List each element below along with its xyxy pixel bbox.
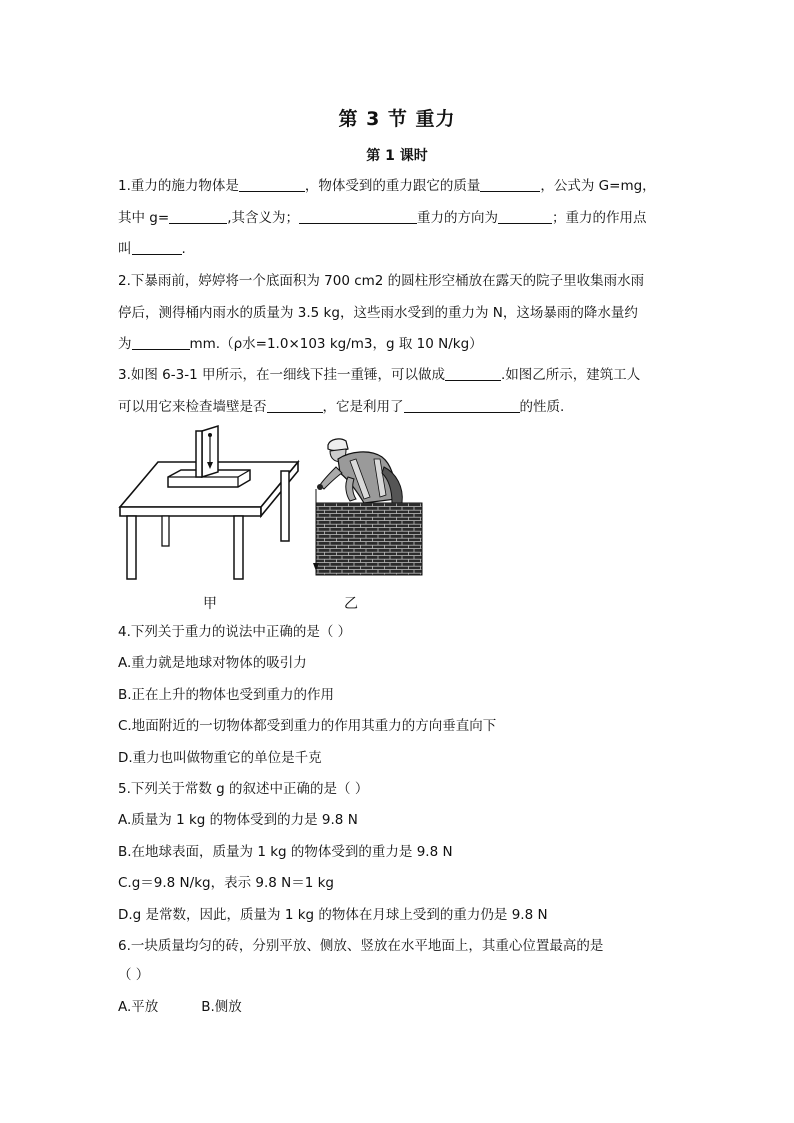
page-title: 第 3 节 重力 — [338, 108, 456, 130]
answer-blank[interactable] — [132, 335, 190, 350]
q6-stem: 6.一块质量均匀的砖，分别平放、侧放、竖放在水平地面上，其重心位置最高的是 — [118, 938, 604, 954]
q2-line-2: 停后，测得桶内雨水的质量为 3.5 kg，这些雨水受到的重力为 N，这场暴雨的降水量约 — [118, 305, 638, 321]
q4-option-d[interactable]: D.重力也叫做物重它的单位是千克 — [118, 750, 322, 766]
answer-blank[interactable] — [404, 398, 520, 413]
lesson-subtitle: 第 1 课时 — [366, 148, 428, 164]
q3-line-1: 3.如图 6-3-1 甲所示，在一细线下挂一重锤，可以做成 .如图乙所示，建筑工人 — [118, 367, 641, 383]
answer-blank[interactable] — [480, 177, 540, 192]
q2-line-1: 2.下暴雨前，婷婷将一个底面积为 700 cm2 的圆柱形空桶放在露天的院子里收集雨水雨 — [118, 273, 645, 289]
answer-blank[interactable] — [445, 366, 501, 381]
figure-label-yi: 乙 — [344, 596, 358, 612]
table-plumb-figure — [118, 424, 303, 586]
answer-blank[interactable] — [299, 209, 417, 224]
q1-line-1: 1.重力的施力物体是 ，物体受到的重力跟它的质量 ，公式为 G=mg， — [118, 178, 656, 194]
q1-line-2: 其中 g= ,其含义为； 重力的方向为 ；重力的作用点 — [118, 210, 647, 226]
answer-blank[interactable] — [169, 209, 227, 224]
q2-line-3: 为 mm.（ρ水=1.0×103 kg/m3，g 取 10 N/kg） — [118, 336, 483, 352]
q4-option-a[interactable]: A.重力就是地球对物体的吸引力 — [118, 655, 307, 671]
answer-blank[interactable] — [239, 177, 305, 192]
answer-blank[interactable] — [132, 240, 182, 255]
q3-line-2: 可以用它来检查墙壁是否 ，它是利用了 的性质. — [118, 399, 565, 415]
q4-option-b[interactable]: B.正在上升的物体也受到重力的作用 — [118, 687, 335, 703]
q1-line-3: 叫 . — [118, 241, 186, 257]
q5-stem: 5.下列关于常数 g 的叙述中正确的是（ ） — [118, 781, 369, 797]
answer-blank[interactable] — [498, 209, 552, 224]
q6-paren: （ ） — [118, 967, 150, 983]
figure-label-jia: 甲 — [203, 596, 217, 612]
q4-option-c[interactable]: C.地面附近的一切物体都受到重力的作用其重力的方向垂直向下 — [118, 718, 497, 734]
q5-option-c[interactable]: C.g＝9.8 N/kg，表示 9.8 N＝1 kg — [118, 875, 334, 891]
q5-option-b[interactable]: B.在地球表面，质量为 1 kg 的物体受到的重力是 9.8 N — [118, 844, 453, 860]
q4-stem: 4.下列关于重力的说法中正确的是（ ） — [118, 624, 352, 640]
q5-option-d[interactable]: D.g 是常数，因此，质量为 1 kg 的物体在月球上受到的重力仍是 9.8 N — [118, 907, 548, 923]
answer-blank[interactable] — [267, 398, 323, 413]
builder-wall-figure — [300, 437, 426, 577]
q5-option-a[interactable]: A.质量为 1 kg 的物体受到的力是 9.8 N — [118, 812, 358, 828]
q6-options-ab[interactable]: A.平放 B.侧放 — [118, 999, 242, 1015]
